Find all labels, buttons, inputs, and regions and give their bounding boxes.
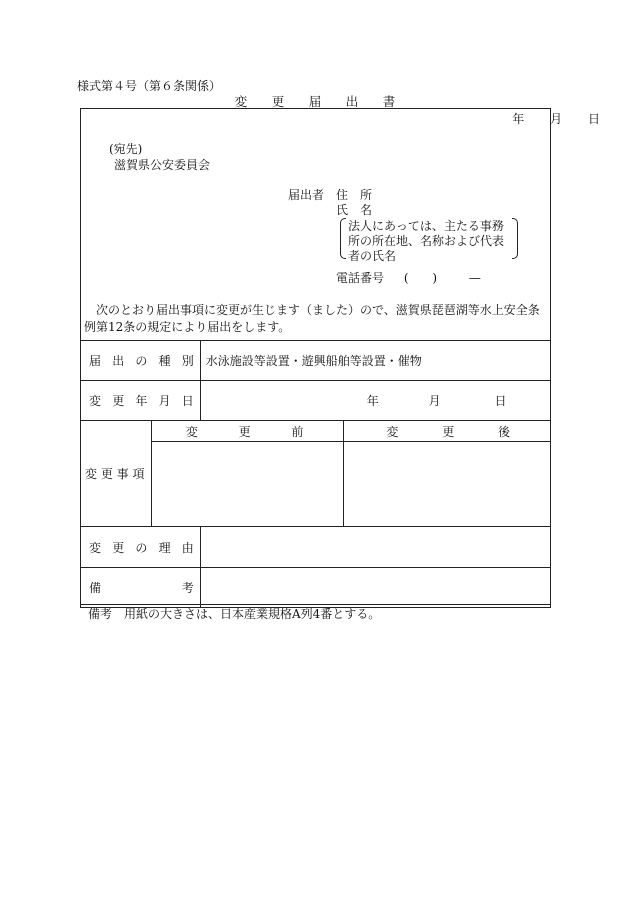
document-title — [150, 96, 480, 109]
title-char: 出 — [345, 94, 359, 109]
declaration-text: 次のとおり届出事項に変更が生じます（ました）ので、滋賀県琵琶湖等水上安全条例第12条の規定により届出をします。 — [84, 303, 540, 334]
phone-field — [336, 272, 481, 284]
label-char: 別 — [181, 354, 194, 368]
notification-type-value: 水泳施設等設置・遊興船舶等設置・催物 — [200, 341, 550, 381]
label-char: 月 — [158, 394, 171, 408]
label-char: 種 — [158, 354, 171, 368]
corporation-note-line: 法人にあっては、主たる事務 — [348, 219, 504, 233]
title-char: 書 — [382, 94, 396, 109]
title-char: 変 — [234, 94, 248, 109]
row-notification-type — [81, 341, 551, 381]
phone-open-paren: ( — [403, 271, 409, 285]
form-number: 様式第４号（第６条関係） — [77, 79, 222, 93]
change-date-month: 月 — [428, 394, 441, 408]
change-date-day: 日 — [494, 394, 507, 408]
label-char: 変 — [89, 394, 102, 408]
title-char: 届 — [308, 94, 322, 109]
row-remarks — [81, 568, 551, 608]
change-date-value[interactable] — [200, 381, 550, 421]
label-char: 考 — [181, 581, 194, 595]
before-change-field[interactable] — [151, 442, 344, 527]
label-char: 備 — [89, 581, 102, 595]
addressee-prefix: (宛先) — [109, 142, 143, 156]
change-reason-field[interactable] — [200, 527, 550, 568]
addressee-name: 滋賀県公安委員会 — [114, 158, 211, 172]
label-char: 理 — [158, 540, 171, 555]
phone-close-paren: ) — [432, 271, 438, 285]
label-char: 変 — [89, 540, 102, 555]
phone-label: 電話番号 — [336, 271, 385, 285]
bracket-left — [340, 218, 346, 259]
date-year: 年 — [512, 112, 525, 126]
remarks-field[interactable] — [200, 568, 550, 608]
applicant-label: 届出者 — [288, 188, 325, 202]
label-char: 更 — [112, 540, 125, 555]
header-char: 更 — [238, 424, 251, 439]
header-char: 変 — [185, 424, 198, 439]
change-items-label: 変 更 事 項 — [81, 421, 152, 527]
label-char: 年 — [135, 394, 148, 408]
name-label: 氏 名 — [336, 203, 373, 217]
label-char: 届 — [89, 354, 102, 368]
after-change-field[interactable] — [344, 442, 551, 527]
title-char: 更 — [271, 94, 285, 109]
corporation-note — [348, 219, 504, 264]
row-change-reason — [81, 527, 551, 568]
label-char: の — [135, 540, 148, 555]
before-change-header — [151, 421, 344, 442]
change-date-label — [81, 381, 201, 421]
label-char: 日 — [181, 394, 194, 408]
submission-date — [490, 113, 600, 125]
address-label: 住 所 — [336, 188, 373, 202]
notification-type-label — [81, 341, 201, 381]
corporation-note-line: 所の所在地、名称および代表 — [348, 234, 505, 248]
change-reason-label — [81, 527, 201, 568]
remarks-label — [81, 568, 201, 608]
footnote: 備考 用紙の大きさは、日本産業規格A列4番とする。 — [88, 607, 381, 621]
label-char: 出 — [112, 354, 125, 368]
after-change-header — [344, 421, 551, 442]
header-char: 後 — [497, 424, 510, 439]
label-char: の — [135, 354, 148, 368]
change-date-year: 年 — [366, 394, 379, 408]
row-change-date — [81, 381, 551, 421]
corporation-note-bracket — [340, 218, 518, 263]
bracket-right — [512, 218, 518, 259]
date-month: 月 — [550, 112, 563, 126]
label-char: 由 — [181, 540, 194, 555]
label-char: 更 — [112, 394, 125, 408]
change-form-table — [80, 340, 551, 608]
row-change-items-body — [81, 442, 551, 527]
corporation-note-line: 者の氏名 — [348, 249, 397, 263]
header-char: 前 — [291, 424, 304, 439]
phone-dash: — — [468, 271, 481, 285]
row-change-items-header — [81, 421, 551, 442]
header-char: 更 — [442, 424, 455, 439]
header-char: 変 — [386, 424, 399, 439]
date-day: 日 — [587, 112, 600, 126]
